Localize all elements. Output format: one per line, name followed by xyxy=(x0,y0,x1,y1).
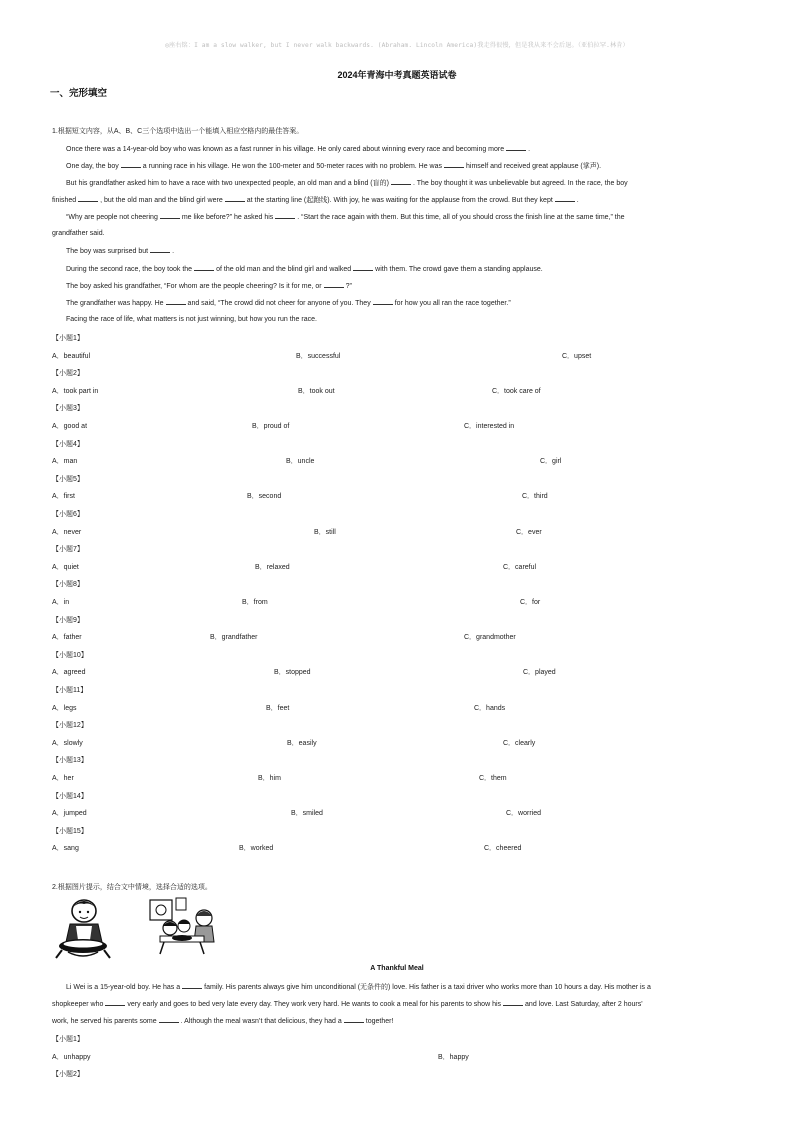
q1-passage-line xyxy=(66,264,543,274)
option-c[interactable]: C．girl xyxy=(540,458,562,466)
option-a[interactable]: A．slowly xyxy=(52,739,83,747)
passage-text: of the old man and the blind girl and walked xyxy=(216,266,352,273)
option-c[interactable]: C．third xyxy=(522,493,548,501)
question-label: 【小题11】 xyxy=(52,687,88,694)
option-a[interactable]: A．in xyxy=(52,599,70,606)
passage-text: Once there was a 14-year-old boy who was known as a fast runner in his village. He only cared about winning every race and becoming more xyxy=(66,146,505,153)
section-heading-cloze: 一、完形填空 xyxy=(50,88,108,99)
option-b[interactable]: B．happy xyxy=(438,1053,469,1061)
question-label: 【小题15】 xyxy=(52,827,88,835)
passage-text: “Why are people not cheering xyxy=(66,214,158,221)
q2-story-title: A Thankful Meal xyxy=(370,965,424,972)
answer-blank[interactable] xyxy=(78,195,98,202)
option-a[interactable]: A．took part in xyxy=(52,387,99,395)
passage-text: Facing the race of life, what matters is not just winning, but how you run the race. xyxy=(66,316,317,323)
answer-blank[interactable] xyxy=(225,195,245,202)
option-a[interactable]: A．first xyxy=(52,493,75,501)
option-a[interactable]: A．unhappy xyxy=(52,1053,91,1061)
q1-passage-line xyxy=(66,315,317,324)
option-c[interactable]: C．them xyxy=(479,775,507,782)
passage-text: shopkeeper who xyxy=(52,1001,104,1008)
passage-text: The grandfather was happy. He xyxy=(66,300,164,307)
option-a[interactable]: A．jumped xyxy=(52,810,87,818)
option-c[interactable]: C．cheered xyxy=(484,845,522,853)
passage-text: , but the old man and the blind girl were xyxy=(100,197,223,204)
passage-text: family. His parents always give him unconditional (无条件的) love. His father is a taxi driver who works more than 10 hours a day. His mother is a xyxy=(204,984,651,991)
option-b[interactable]: B．relaxed xyxy=(255,563,290,571)
option-c[interactable]: C．careful xyxy=(503,563,537,571)
option-b[interactable]: B．uncle xyxy=(286,458,315,466)
answer-blank[interactable] xyxy=(166,298,186,305)
question-label: 【小题1】 xyxy=(52,335,84,342)
q1-passage-line xyxy=(66,298,511,308)
question-label: 【小题14】 xyxy=(52,792,88,800)
answer-blank[interactable] xyxy=(503,999,523,1006)
option-c[interactable]: C．ever xyxy=(516,528,542,536)
option-c[interactable]: C．for xyxy=(520,599,541,606)
passage-text: finished xyxy=(52,197,77,204)
option-c[interactable]: C．took care of xyxy=(492,387,541,395)
answer-blank[interactable] xyxy=(159,1016,179,1023)
q1-passage-line xyxy=(66,246,174,256)
option-c[interactable]: C．grandmother xyxy=(464,634,516,642)
q1-passage-line xyxy=(52,229,105,238)
passage-text: During the second race, the boy took the xyxy=(66,266,193,273)
passage-text: One day, the boy xyxy=(66,163,119,170)
answer-blank[interactable] xyxy=(344,1016,364,1023)
motto-header: ◎座右铭：I am a slow walker, but I never walk backwards. (Abraham. Lincoln America)我走得很慢，但是我从来不会后退。（亚伯拉罕.林肯） xyxy=(165,42,629,49)
option-b[interactable]: B．smiled xyxy=(291,810,323,818)
passage-text: himself and received great applause (掌声). xyxy=(466,163,602,170)
answer-blank[interactable] xyxy=(506,144,526,151)
family-meal-illustration xyxy=(146,896,218,956)
q1-passage-line xyxy=(66,161,601,171)
option-b[interactable]: B．feet xyxy=(266,704,290,712)
question-label: 【小题9】 xyxy=(52,616,84,624)
passage-text: with them. The crowd gave them a standing applause. xyxy=(375,266,543,273)
passage-text: . xyxy=(576,197,579,204)
answer-blank[interactable] xyxy=(324,281,344,288)
answer-blank[interactable] xyxy=(373,298,393,305)
answer-blank[interactable] xyxy=(160,212,180,219)
answer-blank[interactable] xyxy=(121,161,141,168)
option-b[interactable]: B．from xyxy=(242,599,268,606)
option-b[interactable]: B．grandfather xyxy=(210,634,258,642)
answer-blank[interactable] xyxy=(182,982,202,989)
option-a[interactable]: A．agreed xyxy=(52,669,86,677)
answer-blank[interactable] xyxy=(444,161,464,168)
answer-blank[interactable] xyxy=(150,246,170,253)
q1-passage-line xyxy=(66,281,352,291)
q2-passage-line xyxy=(66,982,651,992)
question-label: 【小题8】 xyxy=(52,581,84,589)
passage-text: very early and goes to bed very late every day. They work very hard. He wants to cook a meal for his parents to show his xyxy=(127,1001,502,1008)
passage-text: work, he served his parents some xyxy=(52,1018,157,1025)
option-c[interactable]: C．upset xyxy=(562,352,592,360)
question-label: 【小题13】 xyxy=(52,757,88,765)
option-a[interactable]: A．legs xyxy=(52,704,77,712)
passage-text: a running race in his village. He won the 100-meter and 50-meter races with no problem. He was xyxy=(142,163,443,170)
passage-text: But his grandfather asked him to have a race with two unexpected people, an old man and a blind (盲的) xyxy=(66,180,389,187)
q1-instruction: 1.根据短文内容，从A、B、C三个选项中选出一个能填入相应空格内的最佳答案。 xyxy=(52,128,304,135)
question-label: 【小题6】 xyxy=(52,511,84,518)
passage-text: at the starting line (起跑线). With joy, he was waiting for the applause from the crowd. But they kept xyxy=(246,197,553,204)
option-a[interactable]: A．quiet xyxy=(52,563,79,571)
passage-text: me like before?” he asked his xyxy=(181,214,274,221)
passage-text: The boy asked his grandfather, “For whom are the people cheering? Is it for me, or xyxy=(66,283,322,290)
option-b[interactable]: B．stopped xyxy=(274,669,311,677)
passage-text: ?” xyxy=(345,283,352,290)
option-c[interactable]: C．clearly xyxy=(503,739,536,747)
option-b[interactable]: B．him xyxy=(258,775,281,782)
option-c[interactable]: C．interested in xyxy=(464,423,515,430)
question-label: 【小题12】 xyxy=(52,722,88,730)
option-a[interactable]: A．her xyxy=(52,775,74,782)
q1-passage-line xyxy=(66,178,628,188)
option-b[interactable]: B．still xyxy=(314,528,336,536)
option-b[interactable]: B．worked xyxy=(239,845,274,853)
q1-passage-line xyxy=(66,144,530,154)
passage-text: . The boy thought it was unbelievable but agreed. In the race, the boy xyxy=(412,180,628,187)
option-a[interactable]: A．good at xyxy=(52,423,88,430)
option-a[interactable]: A．father xyxy=(52,634,82,642)
answer-blank[interactable] xyxy=(275,212,295,219)
passage-text: . Although the meal wasn’t that delicious, they had a xyxy=(180,1018,342,1025)
passage-text: grandfather said. xyxy=(52,230,105,237)
passage-text: for how you all ran the race together.” xyxy=(394,300,511,307)
answer-blank[interactable] xyxy=(353,264,373,271)
question-label: 【小题4】 xyxy=(52,440,84,448)
option-b[interactable]: B．easily xyxy=(287,739,317,747)
option-c[interactable]: C．worried xyxy=(506,810,542,818)
question-label: 【小题5】 xyxy=(52,475,84,483)
option-b[interactable]: B．took out xyxy=(298,387,335,395)
q1-passage-line xyxy=(52,195,579,205)
option-b[interactable]: B．successful xyxy=(296,352,341,360)
question-label: 【小题3】 xyxy=(52,405,84,413)
passage-text: and said, “The crowd did not cheer for anyone of you. They xyxy=(187,300,371,307)
option-c[interactable]: C．played xyxy=(523,669,556,677)
answer-blank[interactable] xyxy=(194,264,214,271)
option-a[interactable]: A．sang xyxy=(52,845,79,853)
passage-text: Li Wei is a 15-year-old boy. He has a xyxy=(66,984,181,991)
option-b[interactable]: B．proud of xyxy=(252,423,290,430)
passage-text: . “Start the race again with them. But this time, all of you should cross the finish line at the same time,” the xyxy=(297,214,625,221)
question-label: 【小题10】 xyxy=(52,651,88,659)
option-a[interactable]: A．never xyxy=(52,528,82,536)
question-label: 【小题2】 xyxy=(52,1071,84,1079)
q2-instruction: 2.根据图片提示，结合文中情境，选择合适的选项。 xyxy=(52,884,212,891)
passage-text: . xyxy=(528,146,531,153)
passage-text: and love. Last Saturday, after 2 hours' xyxy=(525,1001,643,1008)
boy-cooking-illustration xyxy=(54,896,112,960)
option-a[interactable]: A．man xyxy=(52,458,78,466)
passage-text: The boy was surprised but xyxy=(66,248,149,255)
question-label: 【小题1】 xyxy=(52,1036,84,1043)
passage-text: together! xyxy=(365,1018,394,1025)
option-b[interactable]: B．second xyxy=(247,493,282,501)
q1-passage-line xyxy=(66,212,625,222)
page-title: 2024年青海中考真题英语试卷 xyxy=(337,70,457,80)
option-a[interactable]: A．beautiful xyxy=(52,352,91,360)
answer-blank[interactable] xyxy=(555,195,575,202)
question-label: 【小题7】 xyxy=(52,546,84,554)
q2-passage-line xyxy=(52,999,643,1009)
question-label: 【小题2】 xyxy=(52,370,84,378)
answer-blank[interactable] xyxy=(391,178,411,185)
answer-blank[interactable] xyxy=(105,999,125,1006)
passage-text: . xyxy=(172,248,175,255)
q2-passage-line xyxy=(52,1016,393,1026)
option-c[interactable]: C．hands xyxy=(474,704,506,712)
